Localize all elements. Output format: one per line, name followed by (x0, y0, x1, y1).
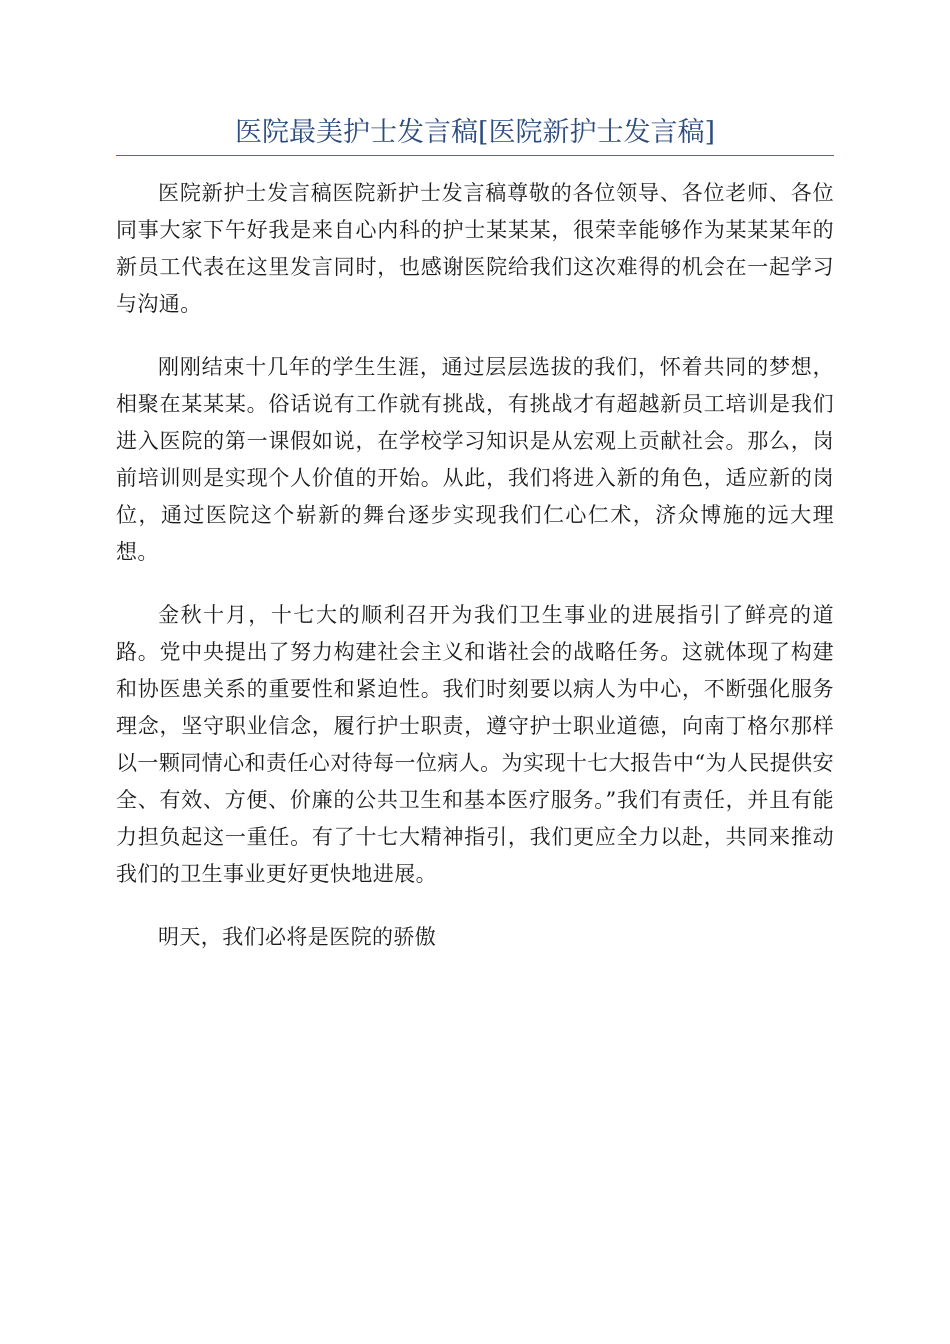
paragraph-2: 刚刚结束十几年的学生生涯，通过层层选拔的我们，怀着共同的梦想，相聚在某某某。俗话说有工作就有挑战，有挑战才有超越新员工培训是我们进入医院的第一课假如说，在学校学习知识是从宏观上贡献社会。那么，岗前培训则是实现个人价值的开始。从此，我们将进入新的角色，适应新的岗位，通过医院这个崭新的舞台逐步实现我们仁心仁术，济众博施的远大理想。 (116, 355, 834, 564)
paragraph-1: 医院新护士发言稿医院新护士发言稿尊敬的各位领导、各位老师、各位同事大家下午好我是来自心内科的护士某某某，很荣幸能够作为某某某年的新员工代表在这里发言同时，也感谢医院给我们这次难得的机会在一起学习与沟通。 (116, 181, 834, 316)
document-title: 医院最美护士发言稿[医院新护士发言稿] (234, 117, 716, 148)
paragraph-3: 金秋十月，十七大的顺利召开为我们卫生事业的进展指引了鲜亮的道路。党中央提出了努力构建社会主义和谐社会的战略任务。这就体现了构建和协医患关系的重要性和紧迫性。我们时刻要以病人为中心，不断强化服务理念，坚守职业信念，履行护士职责，遵守护士职业道德，向南丁格尔那样以一颗同情心和责任心对待每一位病人。为实现十七大报告中“为人民提供安全、有效、方便、价廉的公共卫生和基本医疗服务。”我们有责任，并且有能力担负起这一重任。有了十七大精神指引，我们更应全力以赴，共同来推动我们的卫生事业更好更快地进展。 (116, 603, 834, 886)
title-block (116, 112, 834, 156)
document-body (116, 175, 834, 982)
paragraph-4: 明天，我们必将是医院的骄傲 (158, 925, 437, 949)
